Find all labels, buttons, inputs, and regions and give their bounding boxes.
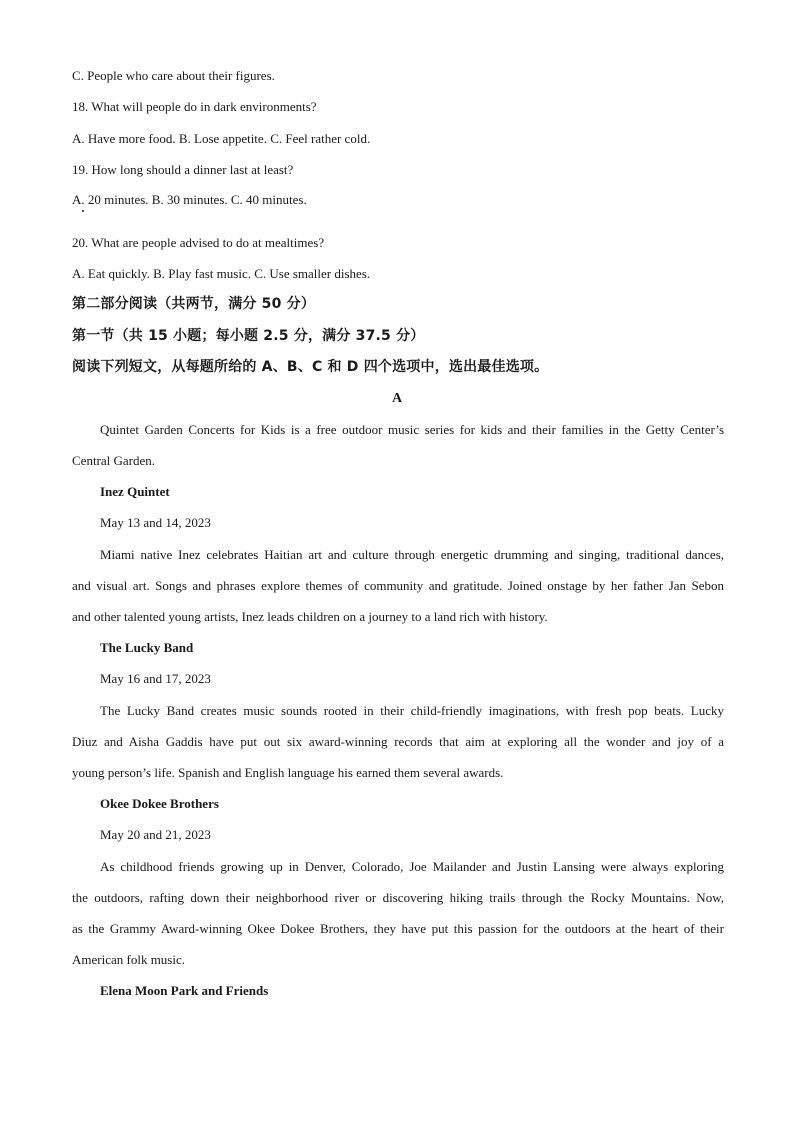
intro-line-1: Quintet Garden Concerts for Kids is a free outdoor music series for kids and their families in the Getty Center’s [100, 422, 724, 437]
q19-options: A. 20 minutes. B. 30 minutes. C. 40 minutes. [72, 192, 307, 207]
event-title: Okee Dokee Brothers [100, 796, 219, 811]
stray-dot [82, 210, 84, 212]
event-text-line: American folk music. [72, 952, 185, 967]
event-text-line: young person’s life. Spanish and English language his earned them several awards. [72, 765, 504, 780]
event-text-line: and other talented young artists, Inez leads children on a journey to a land rich with history. [72, 609, 548, 624]
section-instructions: 阅读下列短文，从每题所给的 A、B、C 和 D 四个选项中，选出最佳选项。 [72, 359, 549, 375]
q18-question: 18. What will people do in dark environments? [72, 99, 317, 114]
event-title: The Lucky Band [100, 640, 194, 655]
event-text-line: the outdoors, rafting down their neighborhood river or discovering hiking trails through the Rocky Mountains. Now, [72, 890, 724, 905]
intro-line-2: Central Garden. [72, 453, 156, 468]
event-date: May 13 and 14, 2023 [100, 515, 211, 530]
event-text-line: as the Grammy Award-winning Okee Dokee Brothers, they have put this passion for the outdoors at the heart of their [72, 921, 724, 936]
section-title: 第一节（共 15 小题；每小题 2.5 分，满分 37.5 分） [72, 328, 425, 344]
q17-option-c: C. People who care about their figures. [72, 68, 275, 83]
event-text-line: and visual art. Songs and phrases explore themes of community and gratitude. Joined onstage by her father Jan Sebon [72, 578, 724, 593]
event-text-line: Diuz and Aisha Gaddis have put out six award-winning records that aim at exploring all the wonder and joy of a [72, 734, 724, 749]
event-date: May 20 and 21, 2023 [100, 827, 211, 842]
q20-options: A. Eat quickly. B. Play fast music. C. Use smaller dishes. [72, 266, 371, 281]
event-text-line: As childhood friends growing up in Denver, Colorado, Joe Mailander and Justin Lansing were always exploring [100, 859, 724, 874]
event-date: May 16 and 17, 2023 [100, 671, 211, 686]
q20-question: 20. What are people advised to do at mealtimes? [72, 235, 325, 250]
q19-question: 19. How long should a dinner last at least? [72, 162, 294, 177]
event-title: Inez Quintet [100, 484, 170, 499]
event-title: Elena Moon Park and Friends [100, 983, 269, 998]
q18-options: A. Have more food. B. Lose appetite. C. Feel rather cold. [72, 131, 371, 146]
part-title: 第二部分阅读（共两节，满分 50 分） [72, 296, 316, 312]
event-text-line: The Lucky Band creates music sounds rooted in their child-friendly imaginations, with fresh pop beats. Lucky [100, 703, 724, 718]
event-text-line: Miami native Inez celebrates Haitian art and culture through energetic drumming and singing, traditional dances, [100, 547, 724, 562]
passage-letter: A [391, 391, 403, 406]
